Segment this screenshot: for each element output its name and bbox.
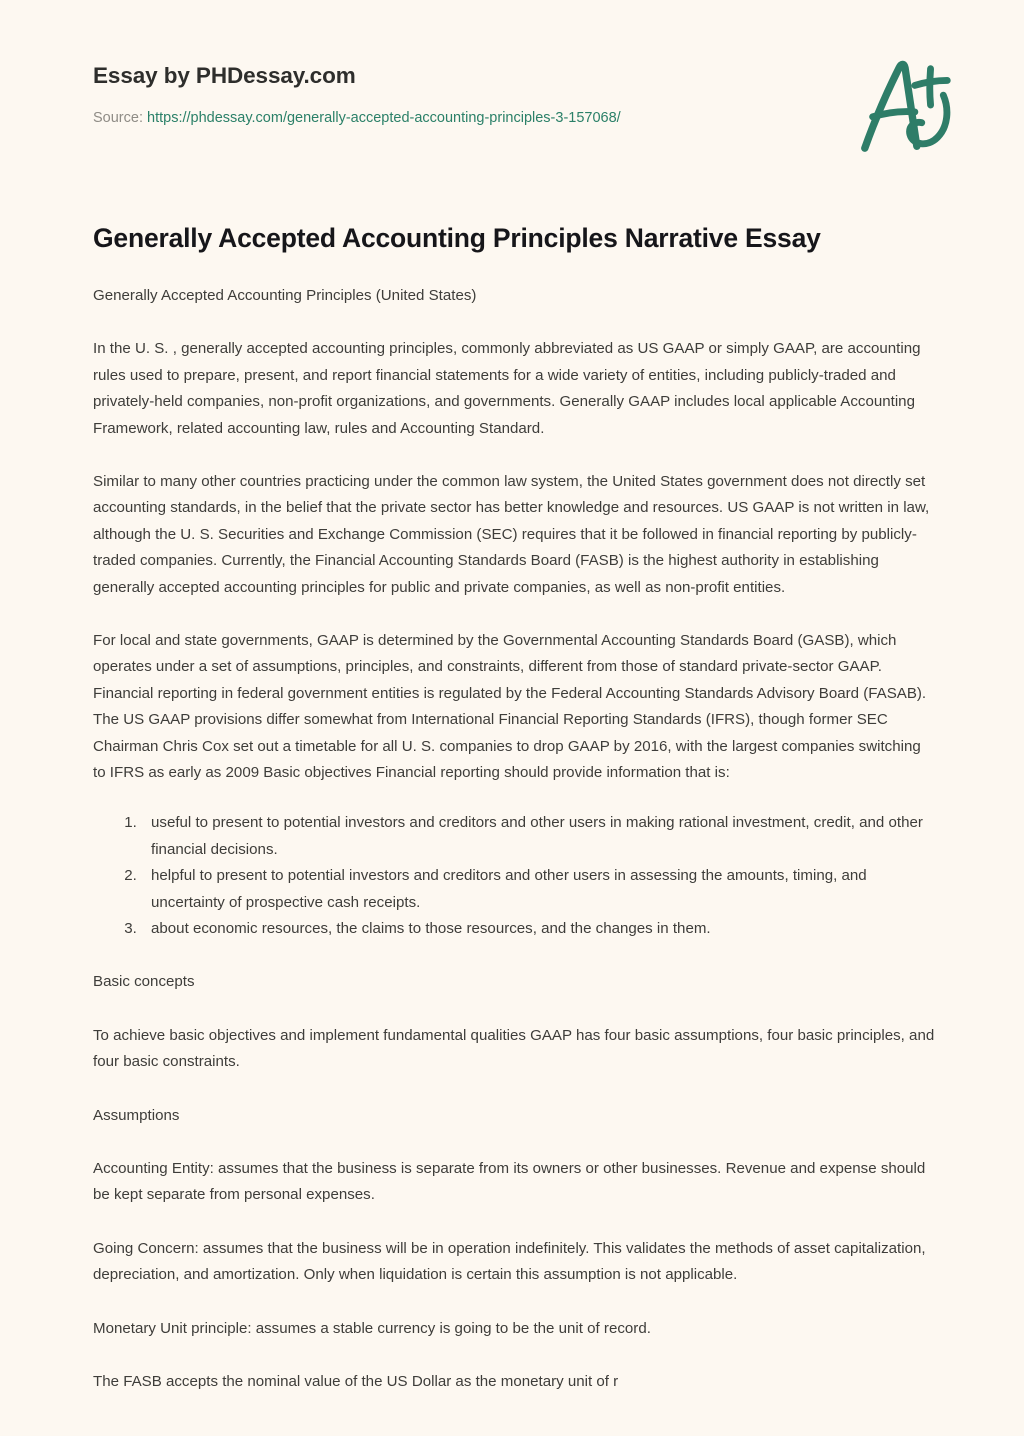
paragraph-basic-concepts: To achieve basic objectives and implement fundamental qualities GAAP has four basic assumptions, four basic principles, and four basic constraints. xyxy=(93,1026,935,1071)
list-item: 3. about economic resources, the claims to those resources, and the changes in them. xyxy=(141,916,935,942)
paragraph-intro-heading: Generally Accepted Accounting Principles (United States) xyxy=(93,286,477,304)
aplus-logo-icon xyxy=(848,52,966,160)
brand-title: Essay by PHDessay.com xyxy=(93,63,356,88)
paragraph-2: Similar to many other countries practicing under the common law system, the United States government does not directly set accounting standards, in the belief that the private sector has better knowledge and resources. US GAAP is not written in law, although the U. S. Securities and Exchange Commission (SEC) requires that it be followed in financial reporting by publicly-traded companies. Currently, the Financial Accounting Standards Board (FASB) is the highest authority in establishing generally accepted accounting principles for public and private companies, as well as non-profit entities. xyxy=(93,472,930,596)
paragraph-accounting-entity: Accounting Entity: assumes that the business is separate from its owners or other businesses. Revenue and expense should be kept separate from personal expenses. xyxy=(93,1160,926,1204)
section-heading-assumptions: Assumptions xyxy=(93,1106,180,1124)
source-line xyxy=(93,109,936,128)
paragraph-fasb-truncated: The FASB accepts the nominal value of the US Dollar as the monetary unit of r xyxy=(93,1373,619,1391)
list-item: 2. helpful to present to potential investors and creditors and other users in assessing the amounts, timing, and uncertainty of prospective cash receipts. xyxy=(141,863,935,916)
essay-article xyxy=(0,222,1024,1436)
source-label: Source: xyxy=(93,110,143,126)
paragraph-going-concern: Going Concern: assumes that the business will be in operation indefinitely. This validates the methods of asset capitalization, depreciation, and amortization. Only when liquidation is certain this assumption is not applicable. xyxy=(93,1239,926,1284)
page-masthead xyxy=(0,0,1024,146)
paragraph-1: In the U. S. , generally accepted accounting principles, commonly abbreviated as US GAAP or simply GAAP, are accounting rules used to prepare, present, and report financial statements for a wide variety of entities, including publicly-traded and privately-held companies, non-profit organizations, and governments. Generally GAAP includes local applicable Accounting Framework, related accounting law, rules and Accounting Standard. xyxy=(93,340,921,437)
section-heading-basic-concepts: Basic concepts xyxy=(93,973,195,991)
source-url-link[interactable]: https://phdessay.com/generally-accepted-accounting-principles-3-157068/ xyxy=(147,110,621,126)
objectives-list xyxy=(93,810,935,942)
paragraph-3: For local and state governments, GAAP is determined by the Governmental Accounting Standards Board (GASB), which operates under a set of assumptions, principles, and constraints, different from those of standard private-sector GAAP. Financial reporting in federal government entities is regulated by the Federal Accounting Standards Advisory Board (FASAB). The US GAAP provisions differ somewhat from International Financial Reporting Standards (IFRS), though former SEC Chairman Chris Cox set out a timetable for all U. S. companies to drop GAAP by 2016, with the largest companies switching to IFRS as early as 2009 Basic objectives Financial reporting should provide information that is: xyxy=(93,631,927,781)
list-item: 1. useful to present to potential investors and creditors and other users in making rational investment, credit, and other financial decisions. xyxy=(141,810,935,863)
paragraph-monetary-unit: Monetary Unit principle: assumes a stable currency is going to be the unit of record. xyxy=(93,1319,651,1337)
page-title: Generally Accepted Accounting Principles Narrative Essay xyxy=(93,223,821,253)
